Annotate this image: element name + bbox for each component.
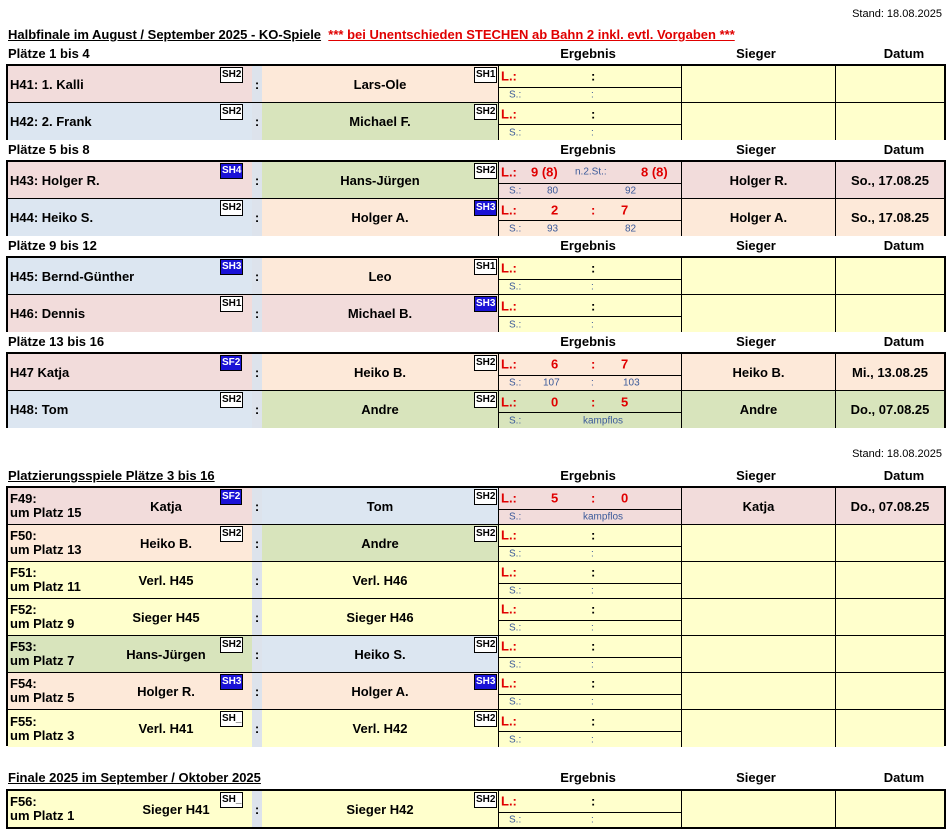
colon: : bbox=[591, 298, 596, 314]
header-datum: Datum bbox=[883, 238, 925, 253]
score-label: S.: bbox=[509, 585, 522, 597]
result-cell bbox=[498, 562, 682, 598]
score-label: S.: bbox=[509, 659, 522, 671]
header-datum: Datum bbox=[883, 334, 925, 349]
winner-cell: Andre bbox=[682, 391, 836, 428]
date-cell bbox=[836, 295, 944, 332]
date-cell bbox=[836, 525, 944, 561]
handicap-badge: SH2 bbox=[474, 355, 497, 371]
date-cell: Do., 07.08.25 bbox=[836, 488, 944, 524]
date-cell bbox=[836, 66, 944, 102]
player1-name: Verl. H45 bbox=[138, 572, 194, 588]
placement-title: Platzierungsspiele Plätze 3 bis 16 bbox=[8, 468, 215, 483]
header-sieger: Sieger bbox=[736, 46, 776, 61]
header-datum: Datum bbox=[883, 142, 925, 157]
winner-cell bbox=[682, 636, 836, 672]
header-ergebnis: Ergebnis bbox=[560, 334, 616, 349]
section-title: Plätze 9 bis 12 bbox=[8, 238, 97, 253]
header-ergebnis: Ergebnis bbox=[560, 142, 616, 157]
match-row-h41 bbox=[8, 66, 944, 103]
legs-value-2: 0 bbox=[621, 490, 629, 506]
placement-row bbox=[8, 525, 944, 562]
colon: : bbox=[591, 696, 594, 708]
date-cell bbox=[836, 258, 944, 294]
match-row-f56 bbox=[8, 791, 944, 827]
result-cell bbox=[498, 66, 682, 102]
handicap-badge: SH2 bbox=[220, 104, 243, 120]
score-label: S.: bbox=[509, 377, 522, 389]
legs-value-2: 5 bbox=[621, 394, 629, 410]
player1-name: Katja bbox=[150, 498, 182, 514]
colon: : bbox=[591, 713, 596, 729]
winner-cell: Holger A. bbox=[682, 199, 836, 236]
player2-cell: Sieger H42 bbox=[262, 791, 498, 827]
colon: : bbox=[591, 68, 596, 84]
handicap-badge: SH2 bbox=[220, 392, 243, 408]
match-block bbox=[6, 64, 946, 140]
handicap-badge: SH2 bbox=[474, 637, 497, 653]
winner-cell bbox=[682, 791, 836, 827]
date-cell: So., 17.08.25 bbox=[836, 162, 944, 198]
handicap-badge: SH2 bbox=[220, 637, 243, 653]
placement-row bbox=[8, 562, 944, 599]
date-cell bbox=[836, 791, 944, 827]
player2-cell: Andre bbox=[262, 525, 498, 561]
match-sub: um Platz 5 bbox=[10, 690, 75, 705]
score-label: S.: bbox=[509, 185, 522, 197]
colon: : bbox=[591, 734, 594, 746]
match-block bbox=[6, 256, 946, 332]
player1-cell: H41: 1. Kalli bbox=[8, 66, 252, 102]
handicap-badge: SH1 bbox=[474, 259, 497, 275]
page-title bbox=[8, 27, 735, 42]
colon-sep: : bbox=[252, 710, 262, 747]
handicap-badge: SH_ bbox=[220, 792, 243, 808]
legs-label: L.: bbox=[501, 164, 517, 180]
player2-cell: Verl. H46 bbox=[262, 562, 498, 598]
player1-name: Sieger H41 bbox=[142, 801, 210, 817]
header-sieger: Sieger bbox=[736, 770, 776, 785]
date-cell: Do., 07.08.25 bbox=[836, 391, 944, 428]
colon-sep: : bbox=[252, 636, 262, 672]
placement-block bbox=[6, 486, 946, 746]
winner-cell bbox=[682, 103, 836, 140]
colon: : bbox=[591, 585, 594, 597]
header-ergebnis: Ergebnis bbox=[560, 46, 616, 61]
header-sieger: Sieger bbox=[736, 142, 776, 157]
section-title: Plätze 1 bis 4 bbox=[8, 46, 90, 61]
winner-cell: Katja bbox=[682, 488, 836, 524]
header-datum: Datum bbox=[883, 46, 925, 61]
colon: : bbox=[591, 89, 594, 101]
colon-sep: : bbox=[252, 562, 262, 598]
handicap-badge: SH1 bbox=[220, 296, 243, 312]
handicap-badge: SH3 bbox=[474, 200, 497, 216]
match-id: F55: bbox=[10, 713, 37, 729]
legs-label: L.: bbox=[501, 713, 517, 729]
colon: : bbox=[591, 564, 596, 580]
handicap-badge: SH2 bbox=[474, 489, 497, 505]
colon-sep: : bbox=[252, 525, 262, 561]
stechen-note: n.2.St.: bbox=[575, 166, 607, 178]
score-label: S.: bbox=[509, 319, 522, 331]
handicap-badge: SH3 bbox=[474, 296, 497, 312]
section-title: Plätze 13 bis 16 bbox=[8, 334, 105, 349]
match-sub: um Platz 15 bbox=[10, 505, 82, 520]
match-id: F51: bbox=[10, 565, 37, 580]
colon-sep: : bbox=[252, 103, 262, 140]
handicap-badge: SH1 bbox=[474, 67, 497, 83]
colon-sep: : bbox=[252, 673, 262, 709]
result-cell bbox=[498, 295, 682, 332]
legs-value-1: 6 bbox=[551, 356, 559, 372]
player1-cell bbox=[8, 636, 252, 672]
player1-cell: H42: 2. Frank bbox=[8, 103, 252, 140]
score-value-1: 107 bbox=[543, 377, 560, 389]
colon: : bbox=[591, 281, 594, 293]
player1-name: Hans-Jürgen bbox=[126, 646, 206, 662]
colon: : bbox=[591, 106, 596, 122]
legs-value-1: 2 bbox=[551, 202, 559, 218]
match-sub: um Platz 11 bbox=[10, 579, 81, 594]
score-label: S.: bbox=[509, 814, 522, 826]
handicap-badge: SH2 bbox=[474, 163, 497, 179]
colon: : bbox=[591, 356, 596, 372]
legs-value-1: 5 bbox=[551, 490, 559, 506]
colon: : bbox=[591, 793, 596, 809]
colon: : bbox=[591, 260, 596, 276]
result-cell bbox=[498, 599, 682, 635]
legs-value-1: 9 (8) bbox=[531, 164, 558, 180]
legs-label: L.: bbox=[501, 675, 517, 691]
player1-cell: H47 Katja bbox=[8, 354, 252, 390]
colon: : bbox=[591, 202, 596, 218]
winner-cell bbox=[682, 710, 836, 747]
kampflos-note: kampflos bbox=[583, 511, 624, 523]
header-datum: Datum bbox=[883, 468, 925, 483]
winner-cell: Heiko B. bbox=[682, 354, 836, 390]
winner-cell bbox=[682, 562, 836, 598]
colon: : bbox=[591, 638, 596, 654]
player2-cell: Holger A. bbox=[262, 673, 498, 709]
colon-sep: : bbox=[252, 391, 262, 428]
player2-cell: Michael B. bbox=[262, 295, 498, 332]
winner-cell bbox=[682, 599, 836, 635]
colon: : bbox=[591, 394, 596, 410]
result-cell bbox=[498, 103, 682, 140]
match-id: F54: bbox=[10, 676, 37, 691]
player1-name: Heiko B. bbox=[139, 535, 192, 551]
handicap-badge: SH2 bbox=[220, 526, 243, 542]
score-label: S.: bbox=[509, 415, 522, 427]
legs-label: L.: bbox=[501, 601, 517, 617]
legs-label: L.: bbox=[501, 638, 517, 654]
colon-sep: : bbox=[252, 488, 262, 524]
colon: : bbox=[591, 548, 594, 560]
date-cell bbox=[836, 562, 944, 598]
score-value-2: 92 bbox=[625, 185, 637, 197]
match-block bbox=[6, 160, 946, 236]
player1-cell bbox=[8, 791, 252, 827]
match-sub: um Platz 3 bbox=[10, 727, 75, 743]
player1-cell bbox=[8, 673, 252, 709]
score-label: S.: bbox=[509, 281, 522, 293]
winner-cell bbox=[682, 295, 836, 332]
header-ergebnis: Ergebnis bbox=[560, 468, 616, 483]
match-row-h46 bbox=[8, 295, 944, 332]
player2-cell: Tom bbox=[262, 488, 498, 524]
colon: : bbox=[591, 127, 594, 139]
legs-label: L.: bbox=[501, 106, 517, 122]
result-cell bbox=[498, 488, 682, 524]
player1-cell bbox=[8, 562, 252, 598]
legs-label: L.: bbox=[501, 68, 517, 84]
match-row-h47 bbox=[8, 354, 944, 391]
score-label: S.: bbox=[509, 696, 522, 708]
legs-value-2: 7 bbox=[621, 202, 629, 218]
placement-row bbox=[8, 636, 944, 673]
score-value-1: 93 bbox=[547, 223, 559, 235]
winner-cell bbox=[682, 525, 836, 561]
legs-value-2: 7 bbox=[621, 356, 629, 372]
match-block bbox=[6, 352, 946, 428]
stand-date: Stand: 18.08.2025 bbox=[852, 8, 942, 20]
header-datum: Datum bbox=[883, 770, 925, 785]
match-id: F49: bbox=[10, 491, 37, 506]
stand-date-2: Stand: 18.08.2025 bbox=[852, 448, 942, 460]
colon: : bbox=[591, 601, 596, 617]
match-sub: um Platz 7 bbox=[10, 653, 75, 668]
score-label: S.: bbox=[509, 734, 522, 746]
colon: : bbox=[591, 527, 596, 543]
result-cell bbox=[498, 258, 682, 294]
player2-cell: Leo bbox=[262, 258, 498, 294]
date-cell bbox=[836, 636, 944, 672]
date-cell bbox=[836, 599, 944, 635]
header-ergebnis: Ergebnis bbox=[560, 770, 616, 785]
colon-sep: : bbox=[252, 258, 262, 294]
score-label: S.: bbox=[509, 548, 522, 560]
legs-label: L.: bbox=[501, 394, 517, 410]
date-cell bbox=[836, 710, 944, 747]
handicap-badge: SH3 bbox=[474, 674, 497, 690]
player2-cell: Hans-Jürgen bbox=[262, 162, 498, 198]
colon: : bbox=[591, 622, 594, 634]
score-value-1: 80 bbox=[547, 185, 559, 197]
result-cell bbox=[498, 791, 682, 827]
handicap-badge: SH2 bbox=[474, 526, 497, 542]
legs-label: L.: bbox=[501, 527, 517, 543]
match-row-h45 bbox=[8, 258, 944, 295]
player1-cell: H43: Holger R. bbox=[8, 162, 252, 198]
score-value-2: 82 bbox=[625, 223, 637, 235]
match-row-h42 bbox=[8, 103, 944, 140]
date-cell: Mi., 13.08.25 bbox=[836, 354, 944, 390]
legs-label: L.: bbox=[501, 202, 517, 218]
score-value-2: 103 bbox=[623, 377, 640, 389]
colon: : bbox=[591, 675, 596, 691]
player2-cell: Heiko B. bbox=[262, 354, 498, 390]
handicap-badge: SH3 bbox=[220, 259, 243, 275]
player2-cell: Michael F. bbox=[262, 103, 498, 140]
player1-cell: H46: Dennis bbox=[8, 295, 252, 332]
result-cell bbox=[498, 636, 682, 672]
colon: : bbox=[591, 814, 594, 826]
handicap-badge: SH2 bbox=[220, 200, 243, 216]
header-ergebnis: Ergebnis bbox=[560, 238, 616, 253]
match-row-h48 bbox=[8, 391, 944, 428]
colon: : bbox=[591, 319, 594, 331]
score-label: S.: bbox=[509, 223, 522, 235]
kampflos-note: kampflos bbox=[583, 415, 624, 427]
colon-sep: : bbox=[252, 354, 262, 390]
section-title: Plätze 5 bis 8 bbox=[8, 142, 90, 157]
score-label: S.: bbox=[509, 127, 522, 139]
legs-label: L.: bbox=[501, 490, 517, 506]
handicap-badge: SH2 bbox=[220, 67, 243, 83]
colon-sep: : bbox=[252, 599, 262, 635]
player2-cell: Sieger H46 bbox=[262, 599, 498, 635]
legs-label: L.: bbox=[501, 793, 517, 809]
player1-cell: H45: Bernd-Günther bbox=[8, 258, 252, 294]
legs-value-2: 8 (8) bbox=[641, 164, 668, 180]
score-label: S.: bbox=[509, 89, 522, 101]
player1-cell bbox=[8, 710, 252, 747]
placement-row bbox=[8, 488, 944, 525]
match-id: F56: bbox=[10, 794, 37, 809]
match-row-h44 bbox=[8, 199, 944, 236]
player2-cell: Lars-Ole bbox=[262, 66, 498, 102]
player1-name: Verl. H41 bbox=[138, 721, 194, 736]
handicap-badge: SH_ bbox=[220, 711, 243, 727]
legs-label: L.: bbox=[501, 564, 517, 580]
winner-cell bbox=[682, 258, 836, 294]
placement-row bbox=[8, 599, 944, 636]
player2-cell: Heiko S. bbox=[262, 636, 498, 672]
match-row-h43 bbox=[8, 162, 944, 199]
title-main: Halbfinale im August / September 2025 - KO-Spiele bbox=[8, 27, 322, 42]
colon-sep: : bbox=[252, 791, 262, 827]
player1-cell: H48: Tom bbox=[8, 391, 252, 428]
winner-cell bbox=[682, 673, 836, 709]
header-sieger: Sieger bbox=[736, 238, 776, 253]
result-cell bbox=[498, 391, 682, 428]
colon-sep: : bbox=[252, 66, 262, 102]
player1-cell bbox=[8, 599, 252, 635]
header-sieger: Sieger bbox=[736, 334, 776, 349]
legs-value-1: 0 bbox=[551, 394, 559, 410]
result-cell bbox=[498, 199, 682, 236]
player1-name: Holger R. bbox=[137, 683, 195, 699]
handicap-badge: SH2 bbox=[474, 711, 497, 727]
result-cell bbox=[498, 354, 682, 390]
player1-name: Sieger H45 bbox=[132, 609, 200, 625]
player2-cell: Verl. H42 bbox=[262, 710, 498, 747]
colon-sep: : bbox=[252, 295, 262, 332]
winner-cell: Holger R. bbox=[682, 162, 836, 198]
match-id: F50: bbox=[10, 528, 37, 543]
match-sub: um Platz 13 bbox=[10, 542, 82, 557]
match-sub: um Platz 1 bbox=[10, 808, 75, 823]
colon-sep: : bbox=[252, 199, 262, 236]
colon: : bbox=[591, 490, 596, 506]
date-cell bbox=[836, 103, 944, 140]
player1-cell bbox=[8, 525, 252, 561]
placement-row bbox=[8, 710, 944, 747]
winner-cell bbox=[682, 66, 836, 102]
handicap-badge: SH3 bbox=[220, 674, 243, 690]
date-cell: So., 17.08.25 bbox=[836, 199, 944, 236]
handicap-badge: SF2 bbox=[220, 355, 242, 371]
title-warning: *** bei Unentschieden STECHEN ab Bahn 2 inkl. evtl. Vorgaben *** bbox=[328, 27, 735, 42]
legs-label: L.: bbox=[501, 260, 517, 276]
result-cell bbox=[498, 525, 682, 561]
score-label: S.: bbox=[509, 511, 522, 523]
colon: : bbox=[591, 377, 594, 389]
header-sieger: Sieger bbox=[736, 468, 776, 483]
final-block bbox=[6, 789, 946, 829]
result-cell bbox=[498, 162, 682, 198]
date-cell bbox=[836, 673, 944, 709]
score-label: S.: bbox=[509, 622, 522, 634]
colon: : bbox=[591, 659, 594, 671]
handicap-badge: SH2 bbox=[474, 792, 497, 808]
legs-label: L.: bbox=[501, 298, 517, 314]
match-id: F53: bbox=[10, 639, 37, 654]
player2-cell: Andre bbox=[262, 391, 498, 428]
handicap-badge: SH2 bbox=[474, 392, 497, 408]
match-id: F52: bbox=[10, 602, 37, 617]
match-sub: um Platz 9 bbox=[10, 616, 75, 631]
player2-cell: Holger A. bbox=[262, 199, 498, 236]
legs-label: L.: bbox=[501, 356, 517, 372]
handicap-badge: SH2 bbox=[474, 104, 497, 120]
result-cell bbox=[498, 710, 682, 747]
player1-cell: H44: Heiko S. bbox=[8, 199, 252, 236]
colon-sep: : bbox=[252, 162, 262, 198]
player1-cell bbox=[8, 488, 252, 524]
final-title: Finale 2025 im September / Oktober 2025 bbox=[8, 770, 261, 785]
handicap-badge: SF2 bbox=[220, 489, 242, 505]
handicap-badge: SH4 bbox=[220, 163, 243, 179]
placement-row bbox=[8, 673, 944, 710]
result-cell bbox=[498, 673, 682, 709]
